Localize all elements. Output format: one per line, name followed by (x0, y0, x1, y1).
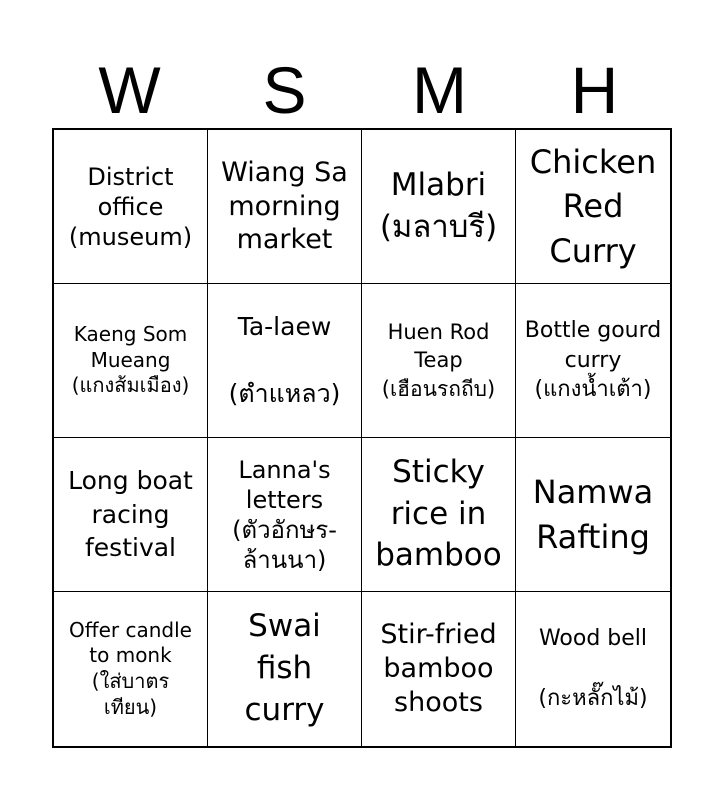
bingo-cell-sticky-rice-bamboo[interactable]: Sticky rice in bamboo (362, 438, 516, 592)
bingo-cell-ta-laew[interactable]: Ta-laew (ตำแหลว) (208, 284, 362, 438)
bingo-cell-long-boat-racing[interactable]: Long boat racing festival (54, 438, 208, 592)
bingo-cell-stir-fried-bamboo[interactable]: Stir-fried bamboo shoots (362, 592, 516, 746)
bingo-cell-swai-fish-curry[interactable]: Swai fish curry (208, 592, 362, 746)
bingo-cell-wood-bell[interactable]: Wood bell (กะหลั๊กไม้) (538, 626, 648, 711)
header-letter-s: S (262, 53, 307, 127)
bingo-cell-bottle-gourd-curry[interactable]: Bottle gourd curry (แกงน้ำเต้า) (516, 284, 670, 438)
header-letter-w: W (98, 53, 161, 127)
bingo-cell-chicken-red-curry[interactable]: Chicken Red Curry (516, 130, 670, 284)
header-letter-m: M (412, 53, 467, 127)
bingo-cell-namwa-rafting[interactable]: Namwa Rafting (516, 438, 670, 592)
bingo-cell-lanna-letters[interactable]: Lanna's letters (ตัวอักษร- ล้านนา) (208, 438, 362, 592)
bingo-cell-kaeng-som-mueang[interactable]: Kaeng Som Mueang (แกงส้มเมือง) (54, 284, 208, 438)
header-letter-h: H (570, 53, 619, 127)
bingo-cell-mlabri[interactable]: Mlabri (มลาบรี) (362, 130, 516, 284)
bingo-board (52, 128, 672, 748)
bingo-cell-offer-candle[interactable]: Offer candle to monk (ใส่บาตร เทียน) (54, 592, 208, 746)
bingo-header (52, 52, 672, 128)
bingo-cell-district-office[interactable]: District office (museum) (54, 130, 208, 284)
bingo-cell-wiang-sa-market[interactable]: Wiang Sa morning market (208, 130, 362, 284)
bingo-cell-huen-rod-teap[interactable]: Huen Rod Teap (เฮือนรถถีบ) (362, 284, 516, 438)
